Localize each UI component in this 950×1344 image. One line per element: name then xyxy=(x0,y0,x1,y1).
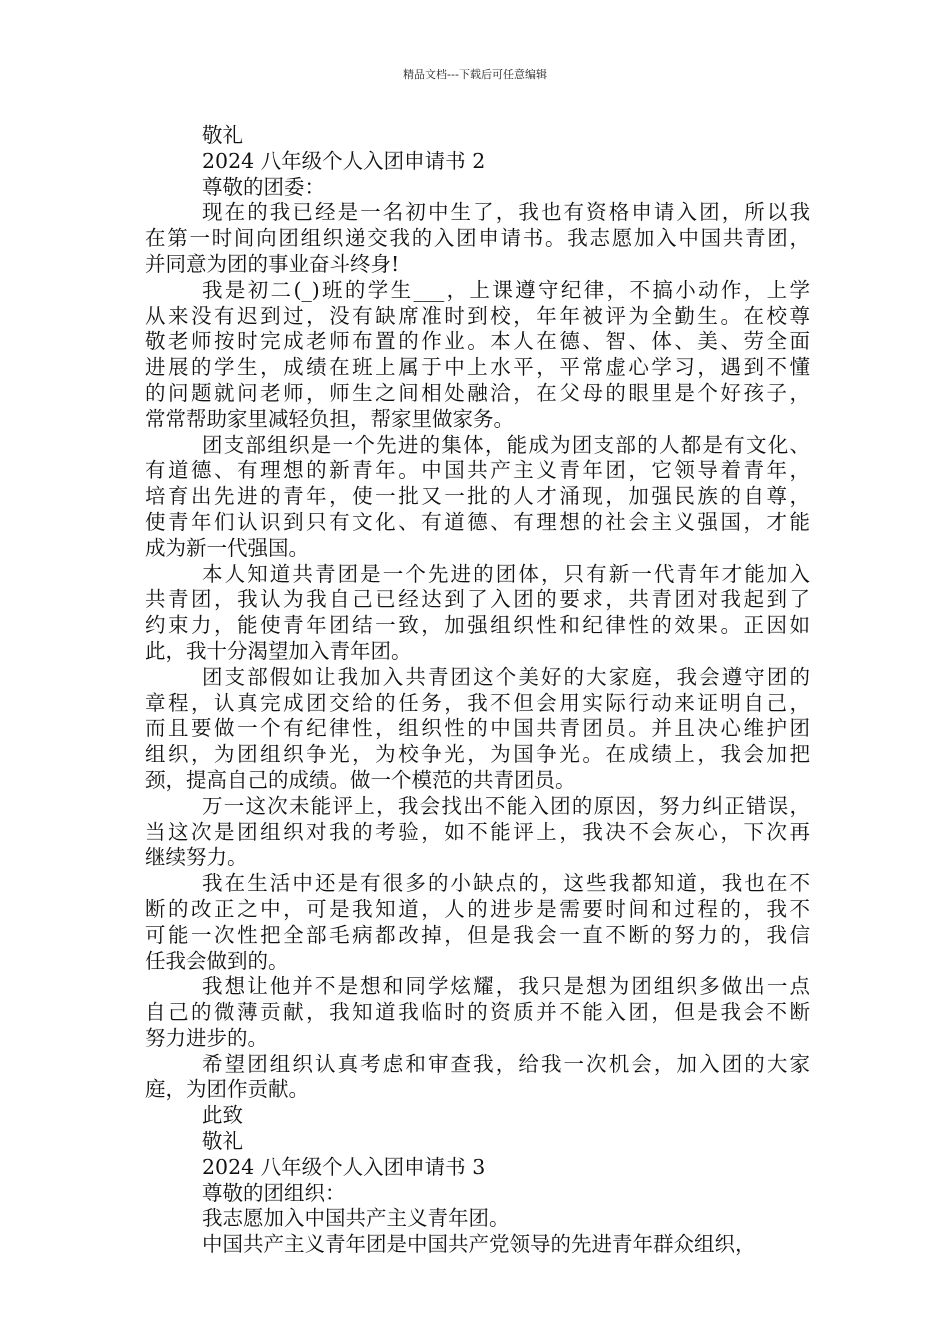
text-line: 颈，提高自己的成绩。做一个模范的共青团员。 xyxy=(145,767,576,792)
text-line: 现在的我已经是一名初中生了，我也有资格申请入团，所以我 xyxy=(202,200,810,225)
text-line: 约束力，能使青年团结一致，加强组织性和纪律性的效果。正因如 xyxy=(145,613,810,638)
text-line: 此，我十分渴望加入青年团。 xyxy=(145,638,412,663)
text-line: 任我会做到的。 xyxy=(145,948,289,973)
text-line: 共青团，我认为我自己已经达到了入团的要求，共青团对我起到了 xyxy=(145,587,810,612)
text-line: 敬老师按时完成老师布置的作业。本人在德、智、体、美、劳全面 xyxy=(145,329,810,354)
text-line: 希望团组织认真考虑和审查我，给我一次机会，加入团的大家 xyxy=(202,1051,810,1076)
text-line: 我志愿加入中国共产主义青年团。 xyxy=(202,1206,510,1231)
text-line: 在第一时间向团组织递交我的入团申请书。我志愿加入中国共青团， xyxy=(145,226,810,251)
text-line: 继续努力。 xyxy=(145,845,248,870)
text-line: 团支部假如让我加入共青团这个美好的大家庭，我会遵守团的 xyxy=(202,664,810,689)
text-line: 培育出先进的青年，使一批又一批的人才涌现，加强民族的自尊， xyxy=(145,484,810,509)
text-line: 组织，为团组织争光，为校争光，为国争光。在成绩上，我会加把 xyxy=(145,742,810,767)
text-line: 有道德、有理想的新青年。中国共产主义青年团，它领导着青年， xyxy=(145,458,810,483)
text-line: 自己的微薄贡献，我知道我临时的资质并不能入团，但是我会不断 xyxy=(145,1000,810,1025)
text-line: 尊敬的团组织： xyxy=(202,1180,346,1205)
text-line: 使青年们认识到只有文化、有道德、有理想的社会主义强国，才能 xyxy=(145,509,810,534)
text-line: 从来没有迟到过，没有缺席准时到校，年年被评为全勤生。在校尊 xyxy=(145,303,810,328)
text-line: 团支部组织是一个先进的集体，能成为团支部的人都是有文化、 xyxy=(202,432,810,457)
text-line: 而且要做一个有纪律性，组织性的中国共青团员。并且决心维护团 xyxy=(145,716,810,741)
text-line: 我在生活中还是有很多的小缺点的，这些我都知道，我也在不 xyxy=(202,871,810,896)
text-line: 章程，认真完成团交给的任务，我不但会用实际行动来证明自己， xyxy=(145,690,810,715)
text-line: 努力进步的。 xyxy=(145,1025,268,1050)
text-line: 我是初二(_)班的学生___，上课遵守纪律，不搞小动作，上学 xyxy=(202,277,810,302)
text-line: 常常帮助家里减轻负担，帮家里做家务。 xyxy=(145,406,514,431)
text-line: 进展的学生，成绩在班上属于中上水平，平常虚心学习，遇到不懂 xyxy=(145,355,810,380)
text-line: 敬礼 xyxy=(202,1129,243,1154)
text-line: 2024 八年级个人入团申请书 3 xyxy=(202,1154,486,1179)
text-line: 并同意为团的事业奋斗终身! xyxy=(145,251,400,276)
text-line: 尊敬的团委： xyxy=(202,174,325,199)
text-line: 此致 xyxy=(202,1103,243,1128)
text-line: 本人知道共青团是一个先进的团体，只有新一代青年才能加入 xyxy=(202,561,810,586)
document-body xyxy=(145,123,810,1258)
text-line: 的问题就问老师，师生之间相处融洽，在父母的眼里是个好孩子， xyxy=(145,380,810,405)
page-header: 精品文档---下载后可任意编辑 xyxy=(403,68,547,81)
text-line: 断的改正之中，可是我知道，人的进步是需要时间和过程的，我不 xyxy=(145,896,810,921)
text-line: 当这次是团组织对我的考验，如不能评上，我决不会灰心，下次再 xyxy=(145,819,810,844)
text-line: 2024 八年级个人入团申请书 2 xyxy=(202,148,486,173)
text-line: 敬礼 xyxy=(202,123,243,147)
text-line: 成为新一代强国。 xyxy=(145,535,309,560)
text-line: 可能一次性把全部毛病都改掉，但是我会一直不断的努力的，我信 xyxy=(145,922,810,947)
text-line: 我想让他并不是想和同学炫耀，我只是想为团组织多做出一点 xyxy=(202,974,810,999)
text-line: 中国共产主义青年团是中国共产党领导的先进青年群众组织， xyxy=(202,1232,756,1257)
text-line: 万一这次未能评上，我会找出不能入团的原因，努力纠正错误， xyxy=(202,793,810,818)
text-line: 庭，为团作贡献。 xyxy=(145,1077,309,1102)
